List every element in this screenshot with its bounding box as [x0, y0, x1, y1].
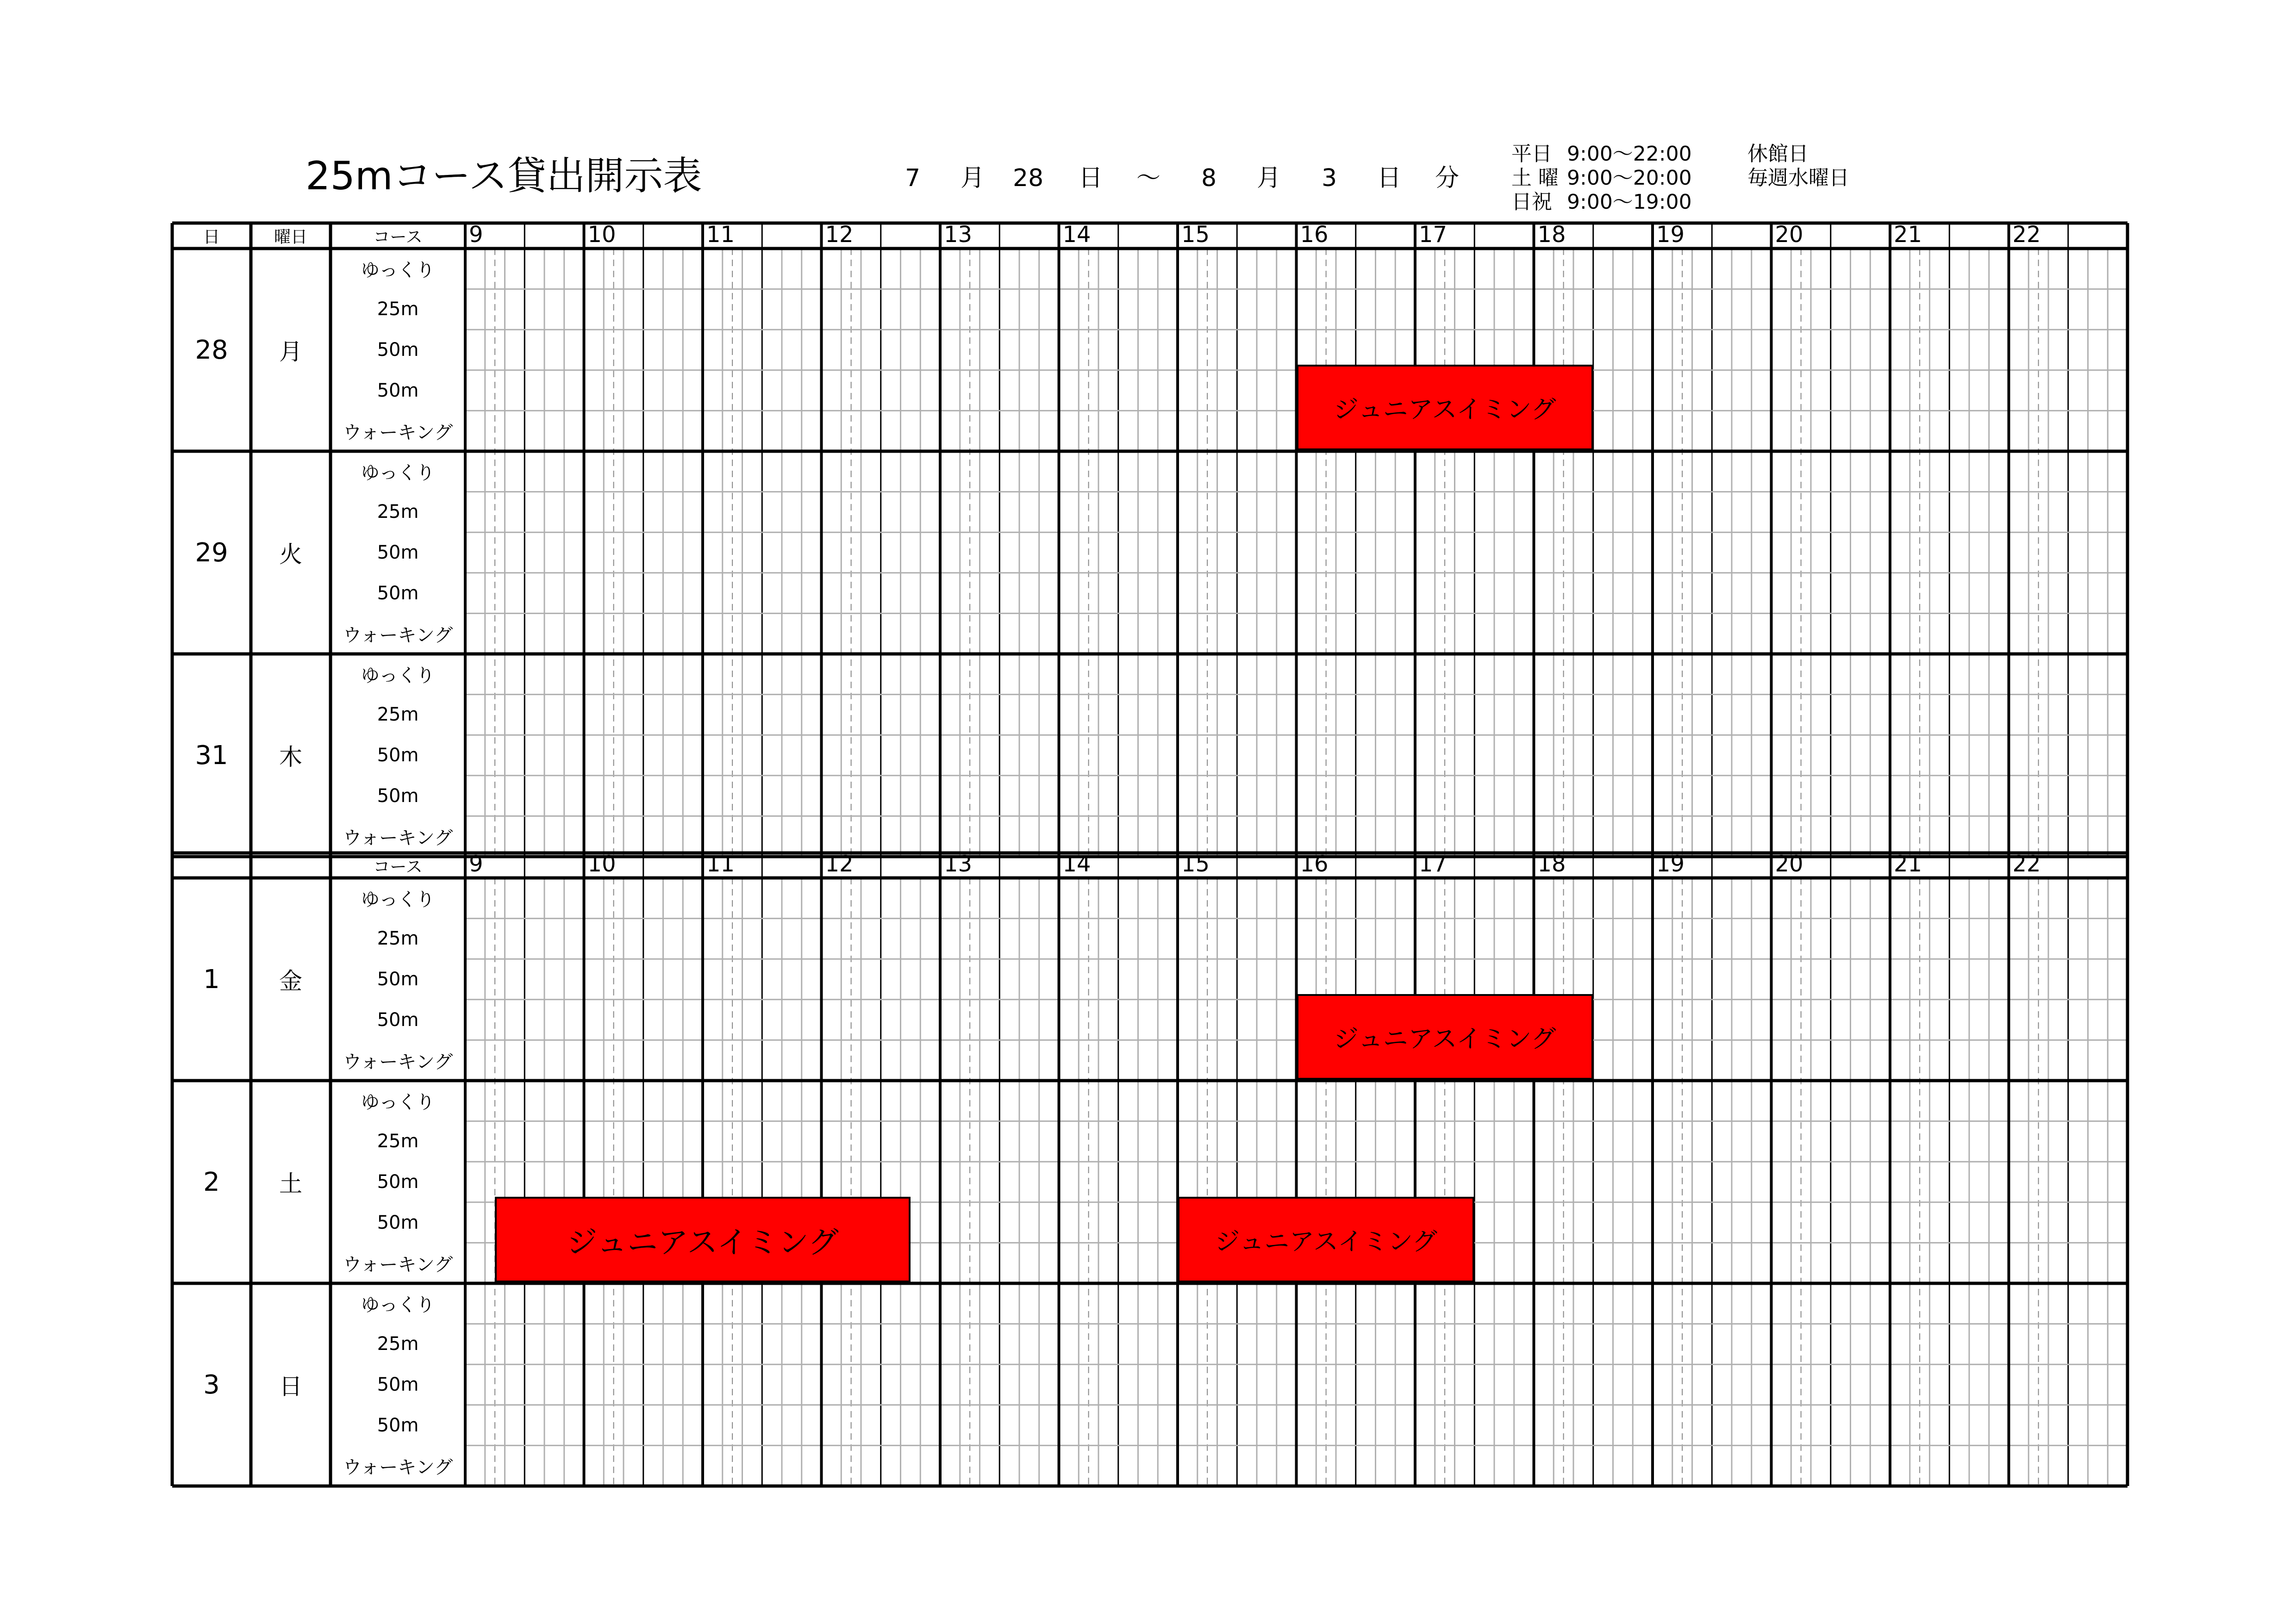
- holiday-label: 日祝: [1511, 190, 1552, 214]
- hour-label: 21: [1894, 851, 1922, 877]
- lane-label: 25m: [377, 501, 419, 523]
- hour-label: 20: [1775, 851, 1803, 877]
- header-course: コース: [373, 228, 423, 247]
- period-end-month: 8: [1201, 164, 1217, 192]
- lane-label: 50m: [377, 968, 419, 990]
- booking-junior-swimming: [1178, 1197, 1474, 1282]
- lane-label: 50m: [377, 1414, 419, 1436]
- day-weekday: 木: [279, 744, 302, 771]
- hour-label: 19: [1656, 221, 1685, 248]
- period-day-unit: 日: [1079, 164, 1103, 192]
- booking-junior-swimming: [495, 1197, 911, 1282]
- day-date: 3: [203, 1369, 220, 1400]
- lane-label: 50m: [377, 541, 419, 563]
- lane-label: 50m: [377, 1171, 419, 1193]
- header-course: コース: [373, 857, 423, 877]
- hour-label: 11: [706, 851, 735, 877]
- lane-label: 50m: [377, 339, 419, 361]
- booking-label: ジュニアスイミング: [1215, 1226, 1437, 1256]
- hour-label: 16: [1300, 851, 1329, 877]
- period-suffix: 分: [1435, 164, 1460, 192]
- day-weekday: 月: [279, 338, 302, 365]
- hour-label: 22: [2012, 221, 2041, 248]
- hour-label: 10: [587, 221, 616, 248]
- header-day: 日: [203, 228, 220, 247]
- lane-label: ウォーキング: [343, 624, 453, 646]
- hour-label: 18: [1537, 851, 1566, 877]
- day-weekday: 金: [279, 968, 302, 995]
- period-start-month: 7: [905, 164, 921, 192]
- period-day-unit-2: 日: [1377, 164, 1402, 192]
- closed-label: 休館日: [1747, 142, 1809, 166]
- period-month-unit-2: 月: [1257, 164, 1281, 192]
- lane-label: 25m: [377, 928, 419, 950]
- lane-label: ゆっくり: [361, 665, 435, 687]
- hour-label: 18: [1537, 221, 1566, 248]
- hour-label: 16: [1300, 221, 1329, 248]
- period-month-unit: 月: [961, 164, 985, 192]
- lane-label: 25m: [377, 704, 419, 726]
- day-weekday: 日: [279, 1373, 302, 1400]
- lane-label: 50m: [377, 1374, 419, 1395]
- lane-label: 50m: [377, 379, 419, 401]
- hour-label: 12: [825, 221, 854, 248]
- lane-label: ゆっくり: [361, 1294, 435, 1316]
- hour-label: 17: [1419, 221, 1447, 248]
- lane-label: ゆっくり: [361, 260, 435, 281]
- period-start-day: 28: [1013, 164, 1044, 192]
- page-title: 25mコース貸出開示表: [306, 153, 702, 199]
- lane-label: ゆっくり: [361, 1092, 435, 1113]
- hour-label: 17: [1419, 851, 1447, 877]
- hour-label: 15: [1181, 221, 1210, 248]
- day-date: 2: [203, 1167, 220, 1197]
- hour-label: 22: [2012, 851, 2041, 877]
- lane-label: 50m: [377, 744, 419, 766]
- lane-label: ゆっくり: [361, 462, 435, 484]
- booking-junior-swimming: [1297, 994, 1593, 1080]
- closed-value: 毎週水曜日: [1747, 166, 1849, 190]
- hour-label: 12: [825, 851, 854, 877]
- header-weekday: 曜日: [274, 228, 307, 247]
- lane-label: 50m: [377, 1009, 419, 1031]
- lane-label: 50m: [377, 1212, 419, 1233]
- day-date: 31: [195, 740, 228, 771]
- holiday-hours: 9:00～19:00: [1567, 190, 1692, 214]
- saturday-label: 土 曜: [1511, 166, 1559, 190]
- hour-label: 11: [706, 221, 735, 248]
- lane-label: 25m: [377, 298, 419, 320]
- lane-label: ウォーキング: [343, 1051, 453, 1073]
- hour-label: 21: [1894, 221, 1922, 248]
- hour-label: 13: [944, 221, 973, 248]
- lane-label: ゆっくり: [361, 889, 435, 911]
- weekday-hours: 9:00～22:00: [1567, 142, 1692, 166]
- booking-label: ジュニアスイミング: [1333, 1024, 1556, 1053]
- lane-label: ウォーキング: [343, 1254, 453, 1275]
- period-end-day: 3: [1322, 164, 1337, 192]
- hour-label: 10: [587, 851, 616, 877]
- booking-label: ジュニアスイミング: [1333, 394, 1556, 424]
- booking-junior-swimming: [1297, 365, 1593, 450]
- hour-label: 9: [469, 851, 483, 877]
- booking-label: ジュニアスイミング: [567, 1224, 839, 1260]
- lane-label: ウォーキング: [343, 827, 453, 849]
- lane-label: 25m: [377, 1131, 419, 1152]
- day-date: 29: [195, 537, 228, 568]
- hour-label: 20: [1775, 221, 1803, 248]
- hour-label: 14: [1062, 851, 1091, 877]
- day-date: 1: [203, 964, 220, 995]
- hour-label: 19: [1656, 851, 1685, 877]
- lane-label: 50m: [377, 582, 419, 604]
- hour-label: 15: [1181, 851, 1210, 877]
- day-date: 28: [195, 335, 228, 365]
- lane-label: 25m: [377, 1333, 419, 1355]
- lane-label: 50m: [377, 785, 419, 807]
- day-weekday: 火: [279, 541, 302, 568]
- period-tilde: ～: [1136, 164, 1161, 192]
- weekday-label: 平日: [1511, 142, 1552, 166]
- saturday-hours: 9:00～20:00: [1567, 166, 1692, 190]
- lane-label: ウォーキング: [343, 422, 453, 443]
- hour-label: 13: [944, 851, 973, 877]
- hour-label: 14: [1062, 221, 1091, 248]
- day-weekday: 土: [279, 1170, 302, 1197]
- hour-label: 9: [469, 221, 483, 248]
- lane-label: ウォーキング: [343, 1456, 453, 1478]
